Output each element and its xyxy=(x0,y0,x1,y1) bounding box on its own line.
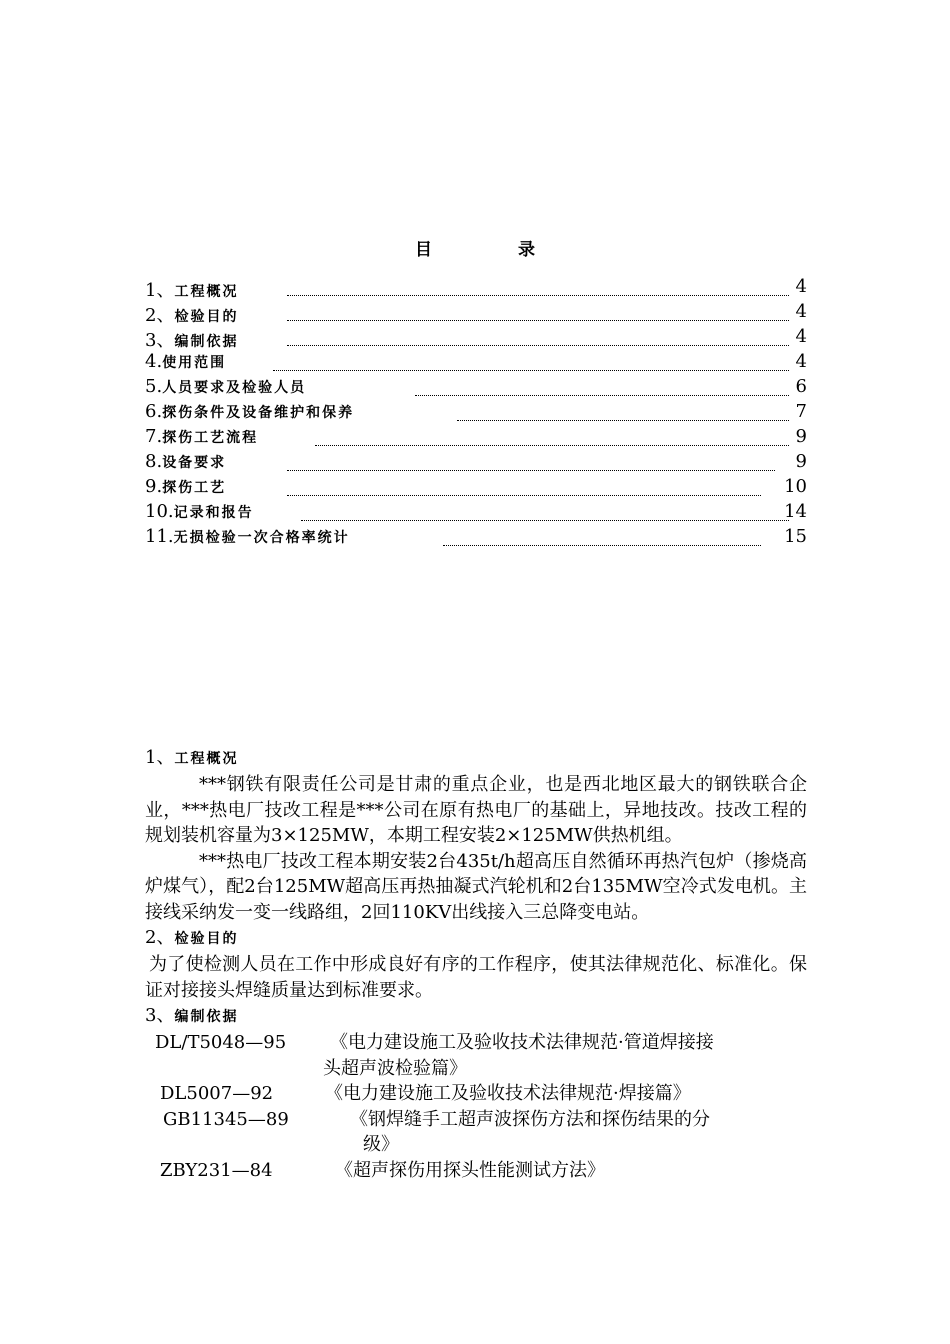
toc-entry-page: 4 xyxy=(795,301,807,322)
toc-entry[interactable] xyxy=(145,399,807,424)
toc-leader xyxy=(287,345,789,346)
paragraph: ***热电厂技改工程本期安装2台435t/h超高压自然循环再热汽包炉（掺烧高炉煤气），配2台125MW超高压再热抽凝式汽轮机和2台135MW空冷式发电机。主接线采纳发一变一线路组，2回110KV出线接入三总降变电站。 xyxy=(145,850,807,923)
toc-leader xyxy=(301,520,789,521)
toc-leader xyxy=(457,420,789,421)
toc-entry-number: 8. xyxy=(145,451,163,472)
toc-entry-number: 9. xyxy=(145,476,163,497)
table-of-contents xyxy=(145,274,807,549)
toc-entry-title: 工程概况 xyxy=(174,284,239,300)
toc-entry-page: 7 xyxy=(795,401,807,422)
reference-code: ZBY231—84 xyxy=(160,1159,273,1181)
toc-entry[interactable] xyxy=(145,349,807,374)
toc-leader xyxy=(443,545,761,546)
reference-code: GB11345—89 xyxy=(163,1108,289,1130)
toc-entry-number: 7. xyxy=(145,426,163,447)
reference-item xyxy=(145,1030,807,1056)
toc-entry-title: 人员要求及检验人员 xyxy=(162,380,307,396)
toc-entry-page: 9 xyxy=(795,451,807,472)
toc-entry-page: 4 xyxy=(795,326,807,347)
toc-entry[interactable] xyxy=(145,499,807,524)
toc-entry-number: 5. xyxy=(145,376,163,397)
reference-title: 《钢焊缝手工超声波探伤方法和探伤结果的分 xyxy=(350,1108,710,1130)
toc-entry-page: 15 xyxy=(784,526,807,547)
reference-title: 《电力建设施工及验收技术法律规范·焊接篇》 xyxy=(325,1083,691,1104)
toc-entry-number: 4. xyxy=(145,351,163,372)
toc-entry[interactable] xyxy=(145,449,807,474)
reference-code: DL/T5048—95 xyxy=(155,1032,287,1053)
toc-title: 目 录 xyxy=(415,240,575,260)
reference-item xyxy=(145,1158,807,1184)
toc-entry[interactable] xyxy=(145,374,807,399)
section-heading xyxy=(145,745,807,772)
toc-entry-title: 探伤工艺流程 xyxy=(162,430,259,446)
reference-title-continued: 头超声波检验篇》 xyxy=(323,1057,467,1079)
toc-entry-title: 检验目的 xyxy=(174,309,239,325)
toc-entry[interactable] xyxy=(145,524,807,549)
section-title: 工程概况 xyxy=(174,751,239,767)
toc-leader xyxy=(415,395,789,396)
toc-entry-title: 无损检验一次合格率统计 xyxy=(173,530,350,546)
toc-entry-title: 探伤工艺 xyxy=(162,480,227,496)
toc-entry-page: 14 xyxy=(784,501,807,522)
reference-title: 《电力建设施工及验收技术法律规范·管道焊接接 xyxy=(330,1032,714,1053)
toc-entry[interactable] xyxy=(145,424,807,449)
toc-entry-number: 11. xyxy=(145,526,174,547)
section-title: 编制依据 xyxy=(174,1009,239,1025)
section-number: 2、 xyxy=(145,927,175,948)
toc-leader xyxy=(287,495,761,496)
reference-title-continued: 级》 xyxy=(363,1134,399,1155)
toc-entry-number: 2、 xyxy=(145,305,175,326)
toc-entry-page: 9 xyxy=(795,426,807,447)
toc-entry-page: 4 xyxy=(795,276,807,297)
section-heading xyxy=(145,1003,807,1030)
section-number: 1、 xyxy=(145,747,175,768)
toc-entry-title: 编制依据 xyxy=(174,334,239,350)
toc-leader xyxy=(315,445,789,446)
toc-entry[interactable] xyxy=(145,299,807,324)
document-body xyxy=(145,745,807,1183)
reference-item xyxy=(145,1081,807,1107)
toc-entry-number: 6. xyxy=(145,401,163,422)
toc-entry-number: 10. xyxy=(145,501,174,522)
toc-entry[interactable] xyxy=(145,274,807,299)
reference-item-continued xyxy=(145,1132,807,1158)
toc-leader xyxy=(287,470,775,471)
toc-leader xyxy=(287,320,789,321)
toc-entry-title: 探伤条件及设备维护和保养 xyxy=(162,405,355,421)
toc-leader xyxy=(287,295,789,296)
section-heading xyxy=(145,925,807,952)
section-number: 3、 xyxy=(145,1005,175,1026)
toc-leader xyxy=(273,370,789,371)
reference-title: 《超声探伤用探头性能测试方法》 xyxy=(335,1159,605,1181)
toc-entry[interactable] xyxy=(145,474,807,499)
toc-entry[interactable] xyxy=(145,324,807,349)
toc-entry-title: 记录和报告 xyxy=(173,505,254,521)
toc-entry-number: 3、 xyxy=(145,330,175,351)
paragraph: 为了使检测人员在工作中形成良好有序的工作程序，使其法律规范化、标准化。保证对接接头焊缝质量达到标准要求。 xyxy=(145,954,807,1001)
toc-entry-title: 设备要求 xyxy=(162,455,227,471)
toc-entry-number: 1、 xyxy=(145,280,175,301)
reference-code: DL5007—92 xyxy=(160,1083,274,1104)
toc-entry-page: 6 xyxy=(795,376,807,397)
reference-item-continued xyxy=(145,1056,807,1082)
paragraph: ***钢铁有限责任公司是甘肃的重点企业，也是西北地区最大的钢铁联合企业，***热电厂技改工程是***公司在原有热电厂的基础上，异地技改。技改工程的规划装机容量为3×125MW，本期工程安装2×125MW供热机组。 xyxy=(145,774,807,846)
toc-entry-page: 10 xyxy=(784,476,807,497)
toc-entry-title: 使用范围 xyxy=(162,355,227,371)
toc-entry-page: 4 xyxy=(795,351,807,372)
reference-item xyxy=(145,1107,807,1133)
section-title: 检验目的 xyxy=(174,931,239,947)
